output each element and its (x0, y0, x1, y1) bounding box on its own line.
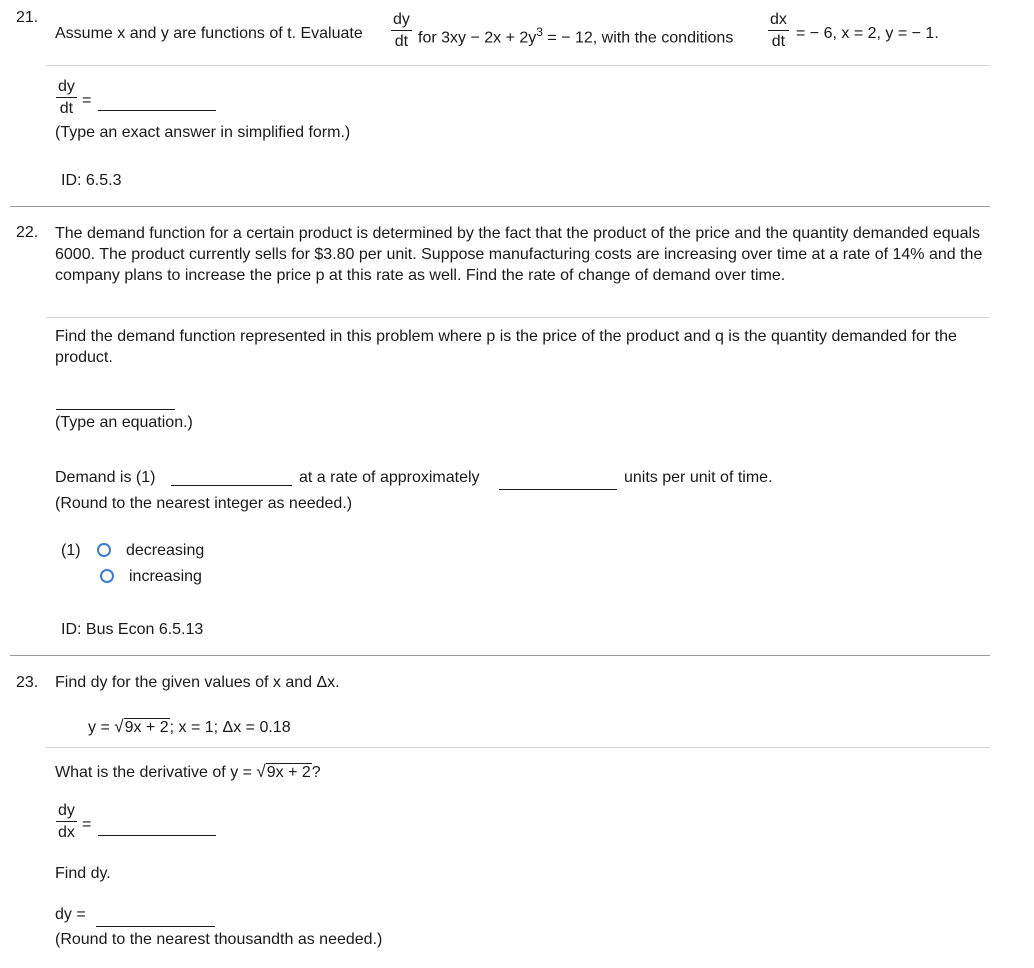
fraction-denominator: dt (59, 100, 74, 117)
find-dy-label: Find dy. (55, 865, 111, 882)
question-separator (10, 206, 990, 207)
rate-input[interactable] (499, 489, 617, 490)
question-prompt: Find dy for the given values of x and Δx. (55, 674, 340, 691)
option-increasing-label[interactable]: increasing (129, 568, 202, 585)
radio-decreasing[interactable] (97, 543, 111, 557)
rate-label: at a rate of approximately (299, 469, 480, 486)
equals-sign: = (82, 816, 92, 833)
given-values: ; x = 1; Δx = 0.18 (169, 719, 291, 736)
fraction-dy-dt (391, 12, 412, 50)
equals-sign: = (82, 92, 92, 109)
divider (46, 65, 990, 66)
demand-equation-input[interactable] (56, 409, 175, 410)
question-number: 23. (16, 674, 39, 691)
dy-input[interactable] (96, 926, 215, 927)
question-id: ID: Bus Econ 6.5.13 (61, 621, 204, 638)
sqrt-expression (114, 717, 169, 737)
sub-prompt: Find the demand function represented in this problem where p is the price of the product and q is the quantity demanded for the product. (55, 328, 957, 366)
equation-lhs: for 3xy − 2x + 2y (418, 29, 537, 47)
exponent: 3 (536, 25, 543, 39)
round-hint: (Round to the nearest integer as needed.) (55, 495, 353, 512)
answer-input-dy-dt[interactable] (98, 110, 216, 111)
sqrt-symbol: √ (114, 717, 124, 736)
fraction-dx-dt (768, 12, 789, 50)
choice-label: (1) (61, 542, 81, 559)
sqrt-expression (256, 762, 311, 782)
derivative-prompt (55, 762, 321, 782)
fraction-numerator: dy (56, 803, 77, 822)
demand-direction-dropdown[interactable] (171, 485, 292, 486)
question-number: 22. (16, 224, 39, 241)
fraction-numerator: dx (768, 12, 789, 31)
round-hint: (Round to the nearest thousandth as needed.) (55, 931, 383, 948)
question-prompt: Assume x and y are functions of t. Evaluate (55, 25, 363, 42)
fraction-numerator: dy (56, 79, 77, 98)
derivative-input[interactable] (98, 835, 216, 836)
given-equation (88, 717, 291, 737)
answer-hint: (Type an exact answer in simplified form.) (55, 124, 351, 141)
fraction-denominator: dt (394, 33, 409, 50)
conditions-text: = − 6, x = 2, y = − 1. (796, 25, 939, 42)
question-mark: ? (311, 764, 321, 781)
question-separator (10, 655, 990, 656)
question-prompt: The demand function for a certain product is determined by the fact that the product of the price and the quantity demanded equals 6000. The product currently sells for $3.80 per unit. Suppose manufacturing costs are increasing over time at a rate of 14% and the company plans to increase the price p at this rate as well. Find the rate of change of demand over time. (55, 225, 983, 284)
question-number: 21. (16, 9, 39, 26)
option-decreasing-label[interactable]: decreasing (126, 542, 205, 559)
fraction-denominator: dx (58, 824, 75, 841)
dy-label: dy = (55, 906, 86, 923)
equation-rhs: = − 12, with the conditions (542, 29, 734, 47)
units-label: units per unit of time. (624, 469, 773, 486)
divider (46, 747, 990, 748)
derivative-prompt-text: What is the derivative of y = (55, 764, 257, 781)
radicand: 9x + 2 (124, 719, 169, 736)
demand-is-label: Demand is (1) (55, 469, 156, 486)
sqrt-symbol: √ (256, 762, 266, 781)
answer-fraction-dy-dx (56, 803, 77, 841)
equation-text (418, 25, 733, 47)
radicand: 9x + 2 (266, 764, 311, 781)
fraction-denominator: dt (771, 33, 786, 50)
given-lhs: y = (88, 719, 115, 736)
radio-increasing[interactable] (100, 569, 114, 583)
question-id: ID: 6.5.3 (61, 172, 122, 189)
fraction-numerator: dy (391, 12, 412, 31)
equation-hint: (Type an equation.) (55, 414, 193, 431)
answer-fraction-dy-dt (56, 79, 77, 117)
divider (46, 317, 990, 318)
